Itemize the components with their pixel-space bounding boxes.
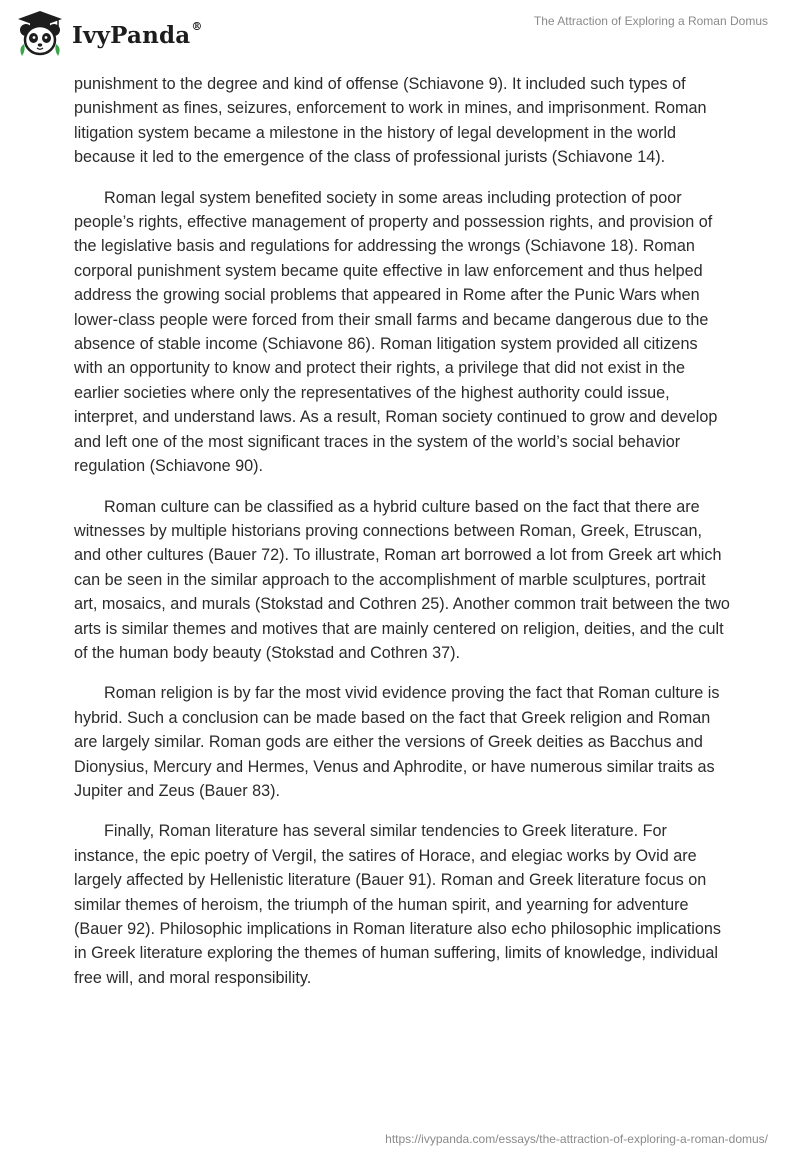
- registered-mark: ®: [191, 19, 203, 33]
- brand-name: IvyPanda®: [72, 19, 203, 49]
- paragraph: Roman legal system benefited society in some areas including protection of poor people’s rights, effective management of property and possession rights, and provision of the legislative basis and regulations for addressing the wrongs (Schiavone 18). Roman corporal punishment system became quite effective in law enforcement and thus helped address the growing social problems that appeared in Rome after the Punic Wars when lower-class people were forced from their small farms and became dangerous due to the absence of stable income (Schiavone 86). Roman litigation system provided all citizens with an opportunity to know and protect their rights, a privilege that did not exist in the earlier societies where only the representatives of the highest authority could issue, interpret, and understand laws. As a result, Roman society continued to grow and develop and left one of the most significant traces in the system of the world’s social behavior regulation (Schiavone 90).: [74, 188, 718, 476]
- panda-graduate-icon: [14, 8, 66, 60]
- source-url[interactable]: https://ivypanda.com/essays/the-attraction-of-exploring-a-roman-domus/: [385, 1132, 768, 1146]
- document-title: The Attraction of Exploring a Roman Domus: [533, 14, 768, 28]
- paragraph: Finally, Roman literature has several similar tendencies to Greek literature. For instance, the epic poetry of Vergil, the satires of Horace, and elegiac works by Ovid are largely affected by Hellenistic literature (Bauer 91). Roman and Greek literature focus on similar themes of heroism, the triumph of the human spirit, and yearning for adventure (Bauer 92). Philosophic implications in Roman literature also echo philosophic implications in Greek literature exploring the themes of human suffering, limits of knowledge, individual free will, and moral responsibility.: [74, 822, 721, 987]
- ivypanda-logo[interactable]: [14, 8, 203, 60]
- page-header: [0, 0, 800, 70]
- paragraph: Roman culture can be classified as a hybrid culture based on the fact that there are witnesses by multiple historians proving connections between Roman, Greek, Etruscan, and other cultures (Bauer 72). To illustrate, Roman art borrowed a lot from Greek art which can be seen in the similar approach to the accomplishment of marble sculptures, portrait art, mosaics, and murals (Stokstad and Cothren 25). Another common trait between the two arts is similar themes and motives that are mainly centered on religion, deities, and the cult of the human body beauty (Stokstad and Cothren 37).: [74, 497, 730, 662]
- paragraph: Roman religion is by far the most vivid evidence proving the fact that Roman culture is hybrid. Such a conclusion can be made based on the fact that Greek religion and Roman are largely similar. Roman gods are either the versions of Greek deities as Bacchus and Dionysius, Mercury and Hermes, Venus and Aphrodite, or have numerous similar traits as Jupiter and Zeus (Bauer 83).: [74, 684, 720, 800]
- paragraph: punishment to the degree and kind of offense (Schiavone 9). It included such types of punishment as fines, seizures, enforcement to work in mines, and imprisonment. Roman litigation system became a milestone in the history of legal development in the world because it led to the emergence of the class of professional jurists (Schiavone 14).: [74, 75, 707, 167]
- essay-body: [74, 72, 730, 1006]
